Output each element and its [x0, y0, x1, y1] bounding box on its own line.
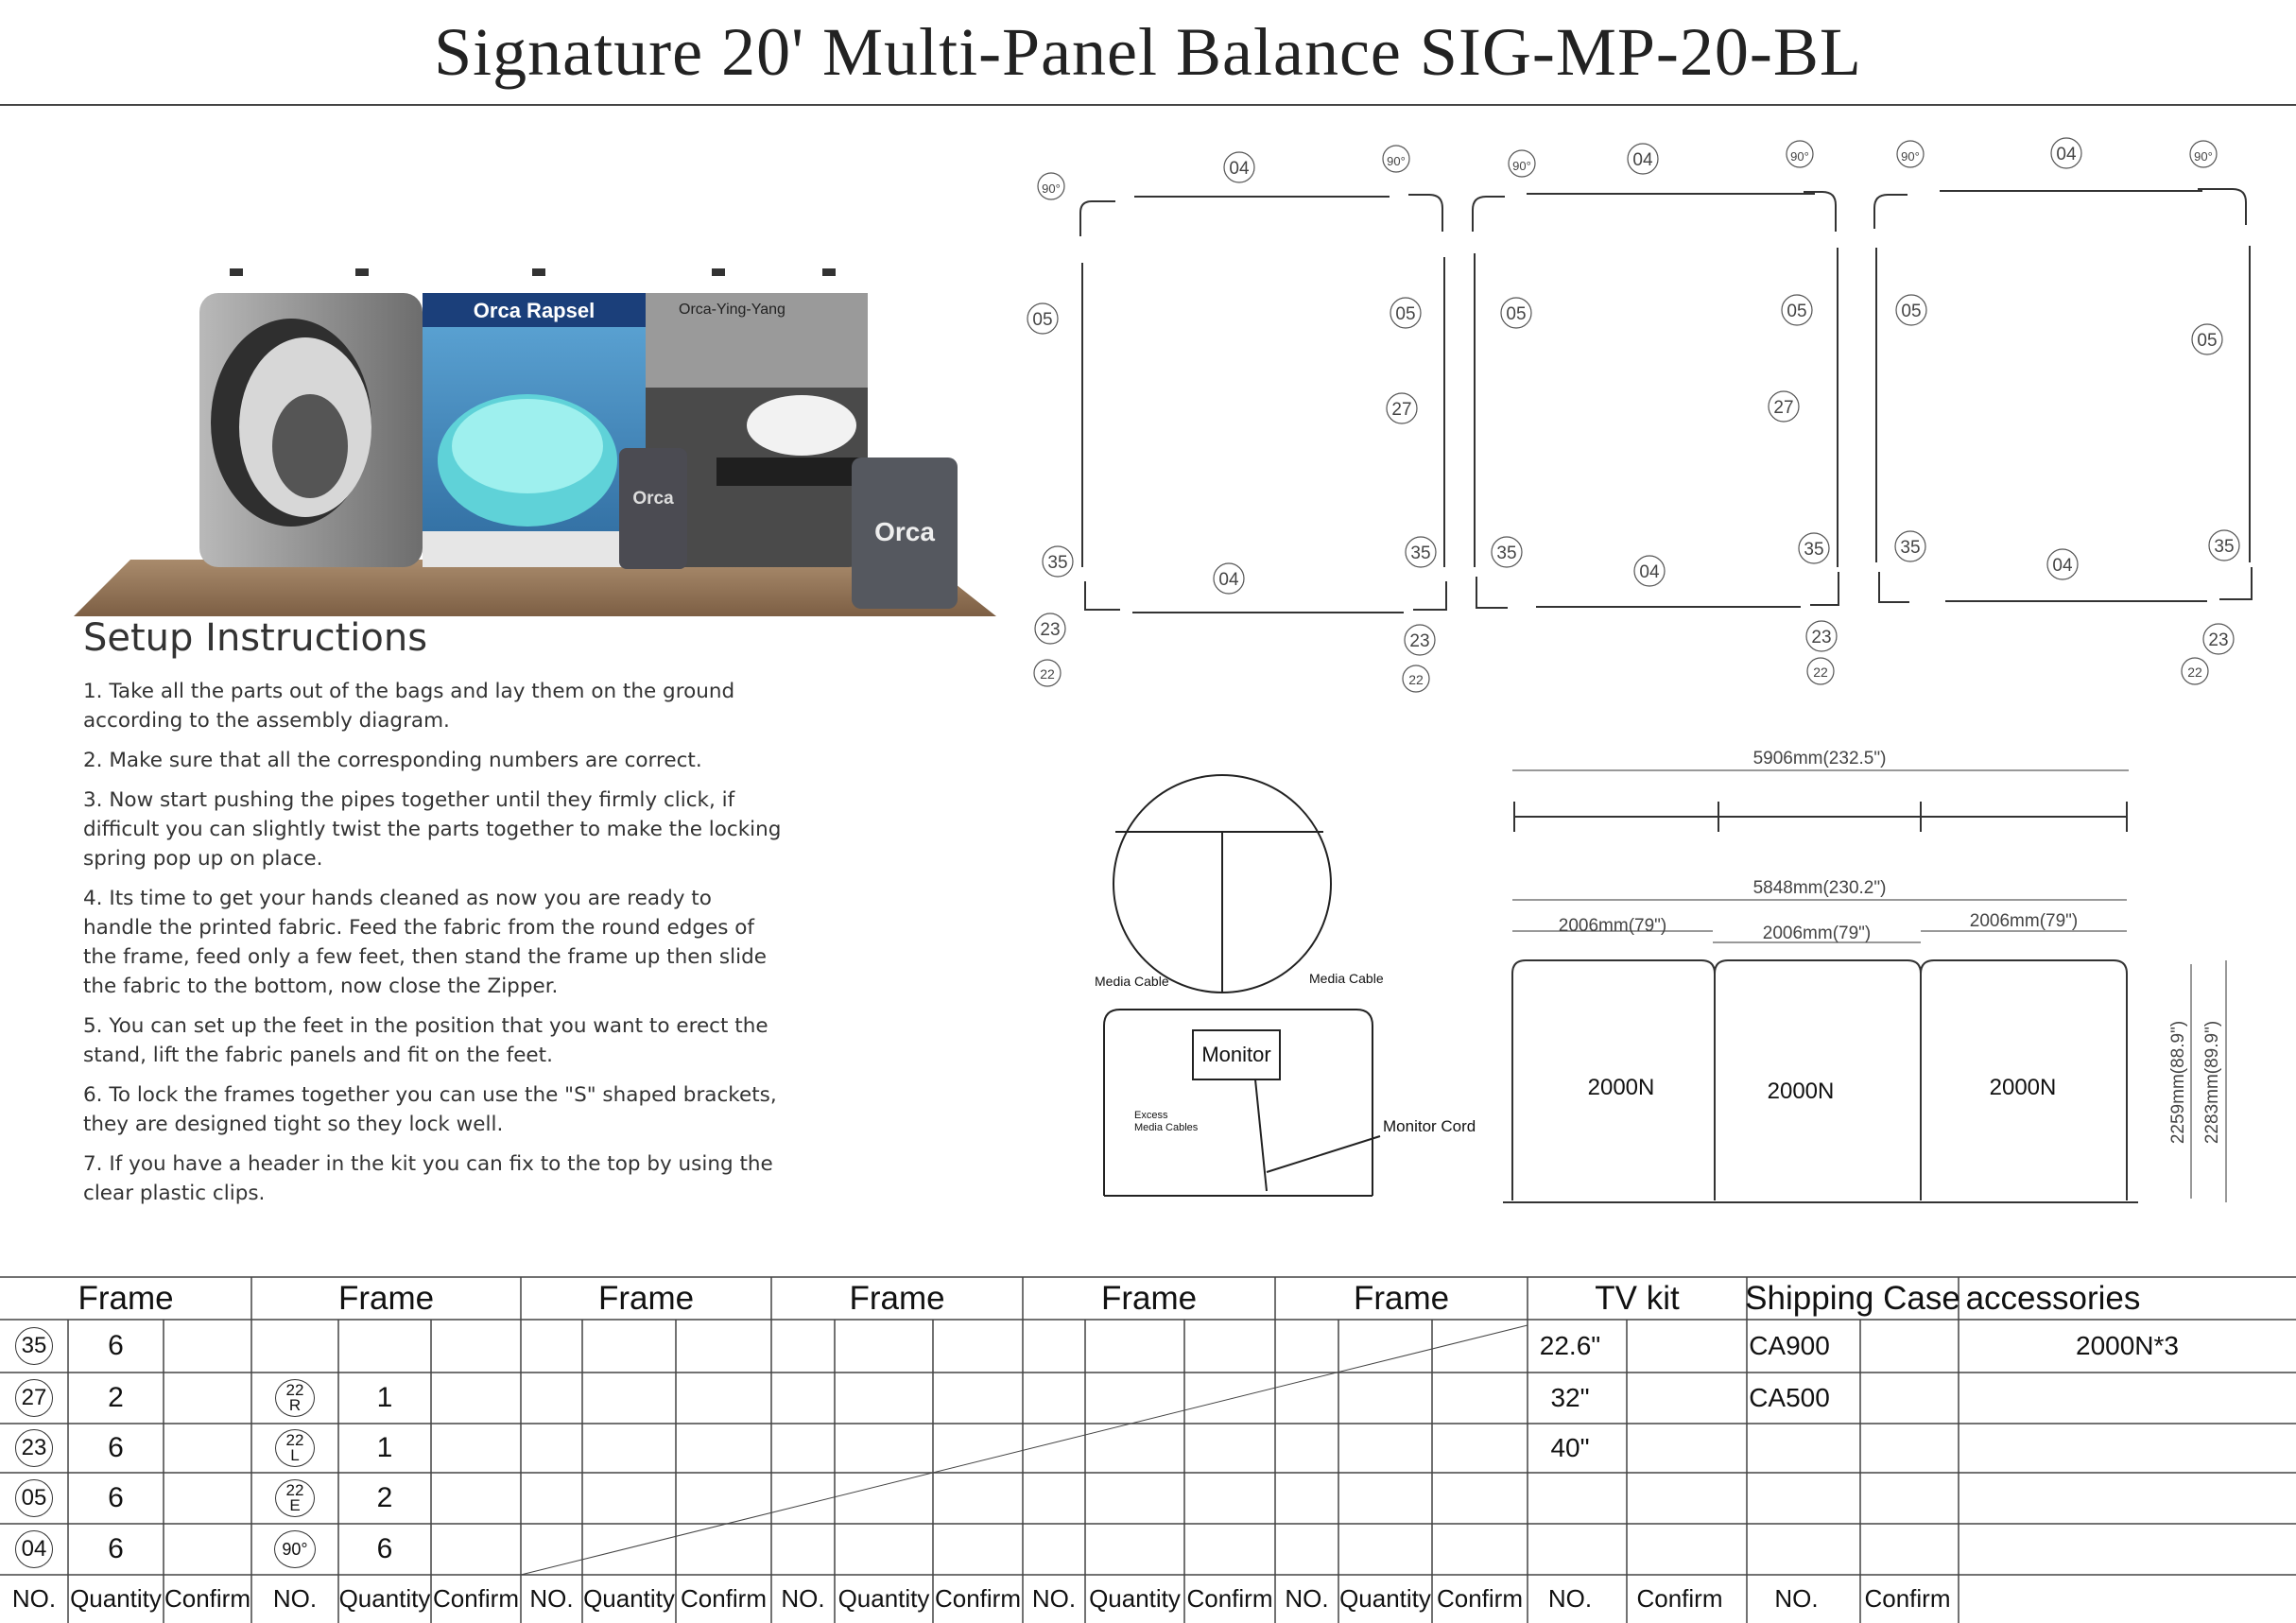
setup-step: 6. To lock the frames together you can use the "S" shaped brackets, they are designed tight so they lock well. — [83, 1083, 777, 1136]
part-no: 35 — [15, 1327, 53, 1365]
part-qty: 1 — [376, 1382, 393, 1413]
footer-no: NO. — [11, 1584, 57, 1613]
footer-confirm: Confirm — [164, 1584, 250, 1613]
group-header-shipping-case: Shipping Case — [1745, 1279, 1960, 1317]
part-no: 04 — [15, 1530, 53, 1568]
footer-confirm: Confirm — [1636, 1584, 1723, 1613]
part-no: 22 L — [275, 1429, 315, 1467]
svg-text:23: 23 — [1811, 628, 1832, 647]
part-qty: 1 — [376, 1432, 393, 1463]
part-numbers — [1032, 145, 2234, 687]
svg-text:35: 35 — [1047, 553, 1068, 573]
svg-text:27: 27 — [1773, 398, 1794, 418]
setup-step: 7. If you have a header in the kit you can fix to the top by using the clear plastic clips. — [83, 1152, 773, 1205]
footer-quantity: Quantity — [1089, 1584, 1181, 1613]
group-header-frame-4: Frame — [849, 1279, 945, 1317]
svg-text:35: 35 — [1804, 540, 1824, 560]
counter-small-label: Orca — [632, 489, 674, 509]
footer-quantity: Quantity — [70, 1584, 162, 1613]
svg-text:23: 23 — [1409, 631, 1430, 651]
dimension-labels — [1559, 749, 2222, 1144]
svg-text:90°: 90° — [1512, 159, 1531, 173]
part-no-cell — [251, 1373, 338, 1424]
svg-text:5906mm(232.5"): 5906mm(232.5") — [1752, 749, 1887, 768]
svg-text:35: 35 — [2214, 537, 2235, 557]
footer-confirm: Confirm — [1436, 1584, 1523, 1613]
group-header-frame-2: Frame — [337, 1279, 435, 1317]
tv-kit-size: 32" — [1550, 1383, 1590, 1412]
part-qty: 6 — [108, 1533, 124, 1564]
svg-text:35: 35 — [1410, 544, 1431, 563]
svg-text:2006mm(79"): 2006mm(79") — [1762, 924, 1872, 943]
svg-text:2000N: 2000N — [1767, 1079, 1835, 1104]
tv-kit-size: 40" — [1550, 1433, 1590, 1462]
dimension-diagram — [1503, 770, 2226, 1202]
parts-table — [0, 1276, 2296, 1623]
svg-text:27: 27 — [1391, 400, 1412, 420]
part-no-cell — [0, 1524, 68, 1575]
svg-text:23: 23 — [2208, 630, 2229, 650]
part-qty: 6 — [376, 1533, 393, 1564]
svg-text:2259mm(88.9"): 2259mm(88.9") — [2168, 1020, 2188, 1145]
svg-text:04: 04 — [1229, 159, 1250, 179]
setup-step: 5. You can set up the feet in the position that you want to erect the stand, lift the fabric panels and fit on the feet. — [83, 1014, 768, 1067]
tv-kit-labels — [1095, 971, 1476, 1135]
part-qty: 6 — [108, 1482, 124, 1513]
svg-text:22: 22 — [1040, 666, 1055, 682]
svg-text:23: 23 — [1040, 620, 1061, 640]
svg-text:05: 05 — [1787, 302, 1807, 321]
svg-text:05: 05 — [1395, 304, 1416, 324]
part-no: 90° — [274, 1530, 316, 1568]
setup-step: 1. Take all the parts out of the bags and lay them on the ground according to the assembly diagram. — [83, 680, 735, 733]
svg-text:90°: 90° — [1790, 149, 1809, 164]
shipping-case-no: CA500 — [1749, 1383, 1830, 1412]
part-no-cell — [251, 1424, 338, 1473]
shipping-case-no: CA900 — [1749, 1331, 1830, 1360]
svg-text:2006mm(79"): 2006mm(79") — [1969, 911, 2079, 931]
svg-text:05: 05 — [1901, 302, 1922, 321]
group-header-frame-5: Frame — [1100, 1279, 1198, 1317]
tv-kit-size: 22.6" — [1539, 1331, 1601, 1360]
panel-right-header: Orca-Ying-Yang — [679, 302, 785, 318]
part-qty: 2 — [376, 1482, 393, 1513]
setup-heading: Setup Instructions — [83, 616, 428, 660]
part-callouts — [1027, 138, 2239, 692]
svg-text:2000N: 2000N — [1587, 1075, 1655, 1100]
svg-text:5848mm(230.2"): 5848mm(230.2") — [1752, 878, 1887, 898]
footer-quantity: Quantity — [1339, 1584, 1431, 1613]
group-header-frame-3: Frame — [597, 1279, 695, 1317]
footer-confirm: Confirm — [1186, 1584, 1273, 1613]
footer-confirm: Confirm — [680, 1584, 767, 1613]
footer-confirm: Confirm — [1864, 1584, 1951, 1613]
group-header-frame-1: Frame — [78, 1279, 174, 1317]
footer-no: NO. — [272, 1584, 318, 1613]
svg-text:90°: 90° — [1901, 149, 1920, 164]
part-no-cell — [0, 1473, 68, 1524]
svg-text:Monitor: Monitor — [1201, 1043, 1271, 1066]
group-header-frame-6: Frame — [1353, 1279, 1450, 1317]
part-no: 23 — [15, 1429, 53, 1467]
svg-text:90°: 90° — [2194, 149, 2213, 164]
svg-text:2283mm(89.9"): 2283mm(89.9") — [2202, 1020, 2222, 1145]
svg-text:22: 22 — [2187, 665, 2202, 680]
part-no-cell — [251, 1473, 338, 1524]
part-no-cell — [251, 1524, 338, 1575]
svg-text:Media Cable: Media Cable — [1095, 974, 1169, 989]
part-qty: 6 — [108, 1432, 124, 1463]
svg-text:90°: 90° — [1042, 181, 1061, 196]
svg-text:05: 05 — [2197, 331, 2218, 351]
svg-text:04: 04 — [1639, 562, 1660, 582]
counter-large-label: Orca — [874, 517, 935, 546]
svg-text:22: 22 — [1408, 672, 1424, 687]
footer-quantity: Quantity — [338, 1584, 431, 1613]
svg-text:Media Cables: Media Cables — [1134, 1122, 1199, 1133]
part-no: 22 R — [275, 1379, 315, 1417]
footer-no: NO. — [1285, 1584, 1329, 1613]
footer-no: NO. — [1031, 1584, 1077, 1613]
footer-confirm: Confirm — [934, 1584, 1021, 1613]
part-no: 22 E — [275, 1479, 315, 1517]
svg-text:2006mm(79"): 2006mm(79") — [1558, 916, 1667, 936]
group-header-tv-kit: TV kit — [1595, 1279, 1680, 1317]
svg-text:90°: 90° — [1387, 154, 1406, 168]
footer-no: NO. — [1774, 1584, 1819, 1613]
svg-text:04: 04 — [2056, 145, 2077, 164]
svg-text:22: 22 — [1813, 665, 1828, 680]
svg-text:Monitor Cord: Monitor Cord — [1383, 1117, 1476, 1135]
svg-text:04: 04 — [2052, 556, 2073, 576]
part-no: 05 — [15, 1479, 53, 1517]
svg-text:04: 04 — [1218, 570, 1239, 590]
footer-no: NO. — [529, 1584, 574, 1613]
footer-quantity: Quantity — [583, 1584, 675, 1613]
frame-assembly-diagram — [1080, 189, 2252, 613]
svg-text:35: 35 — [1900, 538, 1921, 558]
part-no-cell — [0, 1424, 68, 1473]
accessory-item: 2000N*3 — [2076, 1331, 2179, 1360]
page-title: Signature 20' Multi-Panel Balance SIG-MP-20-BL — [0, 0, 2296, 106]
panel-center-header: Orca Rapsel — [473, 299, 596, 322]
footer-no: NO. — [781, 1584, 825, 1613]
footer-quantity: Quantity — [837, 1584, 930, 1613]
group-header-accessories: accessories — [1965, 1279, 2141, 1317]
svg-text:05: 05 — [1506, 304, 1527, 324]
footer-confirm: Confirm — [432, 1584, 519, 1613]
part-qty: 2 — [108, 1382, 124, 1413]
setup-step: 3. Now start pushing the pipes together until they firmly click, if difficult you can slightly twist the parts together to make the locking spring pop up on place. — [83, 788, 782, 871]
svg-text:05: 05 — [1032, 310, 1053, 330]
part-qty: 6 — [108, 1330, 124, 1361]
part-no-cell — [0, 1320, 68, 1373]
svg-text:04: 04 — [1632, 150, 1653, 170]
footer-no: NO. — [1547, 1584, 1593, 1613]
svg-text:Media Cable: Media Cable — [1309, 971, 1384, 986]
svg-text:35: 35 — [1496, 544, 1517, 563]
svg-text:Excess: Excess — [1134, 1110, 1168, 1121]
svg-text:2000N: 2000N — [1989, 1075, 2057, 1100]
setup-step: 2. Make sure that all the corresponding numbers are correct. — [83, 749, 702, 772]
part-no-cell — [0, 1373, 68, 1424]
part-no: 27 — [15, 1379, 53, 1417]
setup-step: 4. Its time to get your hands cleaned as now you are ready to handle the printed fabric. Feed the fabric from the round edges of the frame, feed only a few feet, then stand the frame up then slide the fabric to the bottom, now close the Zipper. — [83, 887, 767, 998]
